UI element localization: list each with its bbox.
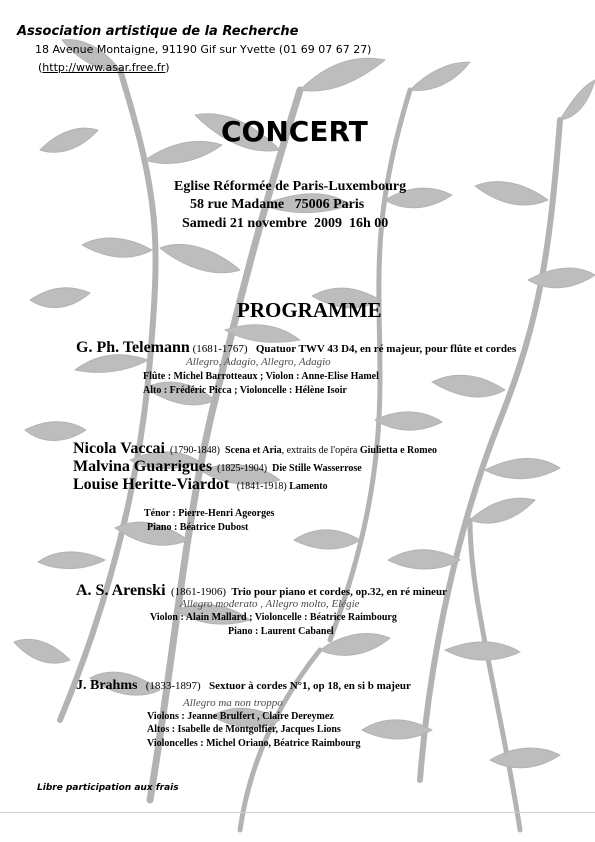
page-bottom-divider bbox=[0, 812, 595, 813]
telemann-work: Quatuor TWV 43 D4, en ré majeur, pour flûte et cordes bbox=[255, 343, 517, 355]
venue-name: Eglise Réformée de Paris-Luxembourg bbox=[174, 179, 407, 194]
telemann-entry bbox=[76, 339, 516, 357]
composer-arenski: A. S. Arenski bbox=[76, 582, 166, 599]
vaccai-work-note: , extraits de l'opéra bbox=[281, 445, 360, 456]
association-address: 18 Avenue Montaigne, 91190 Gif sur Yvette (01 69 07 67 27) bbox=[35, 43, 372, 56]
association-website-line bbox=[38, 61, 170, 74]
arenski-movements: Allegro moderato , Allegro molto, Elégie bbox=[180, 598, 360, 610]
viardot-work: Lamento bbox=[289, 481, 328, 492]
telemann-performers-2: Alto : Frédéric Picca ; Violoncelle : Hélène Isoir bbox=[143, 385, 347, 396]
guarrigues-dates: (1825-1904) bbox=[217, 463, 268, 474]
association-name: Association artistique de la Recherche bbox=[17, 24, 299, 39]
venue-address: 58 rue Madame 75006 Paris bbox=[190, 197, 365, 212]
programme-heading: PROGRAMME bbox=[237, 298, 382, 322]
arenski-dates: (1861-1906) bbox=[171, 586, 227, 598]
brahms-performers-3: Violoncelles : Michel Oriano, Béatrice Raimbourg bbox=[147, 738, 361, 749]
brahms-performers-2: Altos : Isabelle de Montgolfier, Jacques Lions bbox=[147, 724, 341, 735]
arenski-work: Trio pour piano et cordes, op.32, en ré mineur bbox=[231, 586, 447, 598]
arenski-performers-2: Piano : Laurent Cabanel bbox=[228, 626, 334, 637]
telemann-movements: Allegro, Adagio, Allegro, Adagio bbox=[186, 356, 331, 368]
telemann-dates: (1681-1767) bbox=[192, 343, 248, 355]
website-open-paren: ( bbox=[38, 61, 43, 74]
footer-note: Libre participation aux frais bbox=[37, 783, 179, 793]
vaccai-opera: Giulietta e Romeo bbox=[359, 445, 438, 456]
vaccai-entry bbox=[73, 440, 437, 458]
guarrigues-work: Die Stille Wasserrose bbox=[272, 463, 362, 474]
concert-title: CONCERT bbox=[221, 115, 368, 148]
vaccai-work-title: Scena et Aria bbox=[225, 445, 282, 456]
composer-vaccai: Nicola Vaccai bbox=[73, 440, 165, 457]
arenski-performers-1: Violon : Alain Mallard ; Violoncelle : Béatrice Raimbourg bbox=[150, 612, 397, 623]
brahms-performers-1: Violons : Jeanne Brulfert , Claire Dereymez bbox=[147, 711, 334, 722]
viardot-entry bbox=[73, 476, 328, 494]
guarrigues-entry bbox=[73, 458, 362, 476]
composer-brahms: J. Brahms bbox=[76, 678, 138, 693]
vaccai-dates: (1790-1848) bbox=[170, 445, 220, 456]
website-link[interactable]: http://www.asar.free.fr bbox=[42, 61, 166, 74]
telemann-performers-1: Flûte : Michel Barrotteaux ; Violon : Anne-Elise Hamel bbox=[143, 371, 379, 382]
viardot-dates: (1841-1918) bbox=[236, 481, 287, 492]
brahms-movements: Allegro ma non troppo bbox=[183, 697, 283, 709]
website-close-paren: ) bbox=[165, 61, 170, 74]
composer-viardot: Louise Heritte-Viardot bbox=[73, 476, 230, 493]
brahms-dates: (1833-1897) bbox=[145, 680, 201, 692]
piano-performer-vocal: Piano : Béatrice Dubost bbox=[147, 522, 249, 533]
brahms-work: Sextuor à cordes N°1, op 18, en si b majeur bbox=[208, 680, 411, 692]
composer-guarrigues: Malvina Guarrigues bbox=[73, 458, 213, 475]
concert-date: Samedi 21 novembre 2009 16h 00 bbox=[182, 216, 389, 231]
brahms-entry bbox=[76, 678, 411, 694]
tenor-performer: Ténor : Pierre-Henri Ageorges bbox=[144, 508, 275, 519]
composer-telemann: G. Ph. Telemann bbox=[76, 339, 190, 356]
